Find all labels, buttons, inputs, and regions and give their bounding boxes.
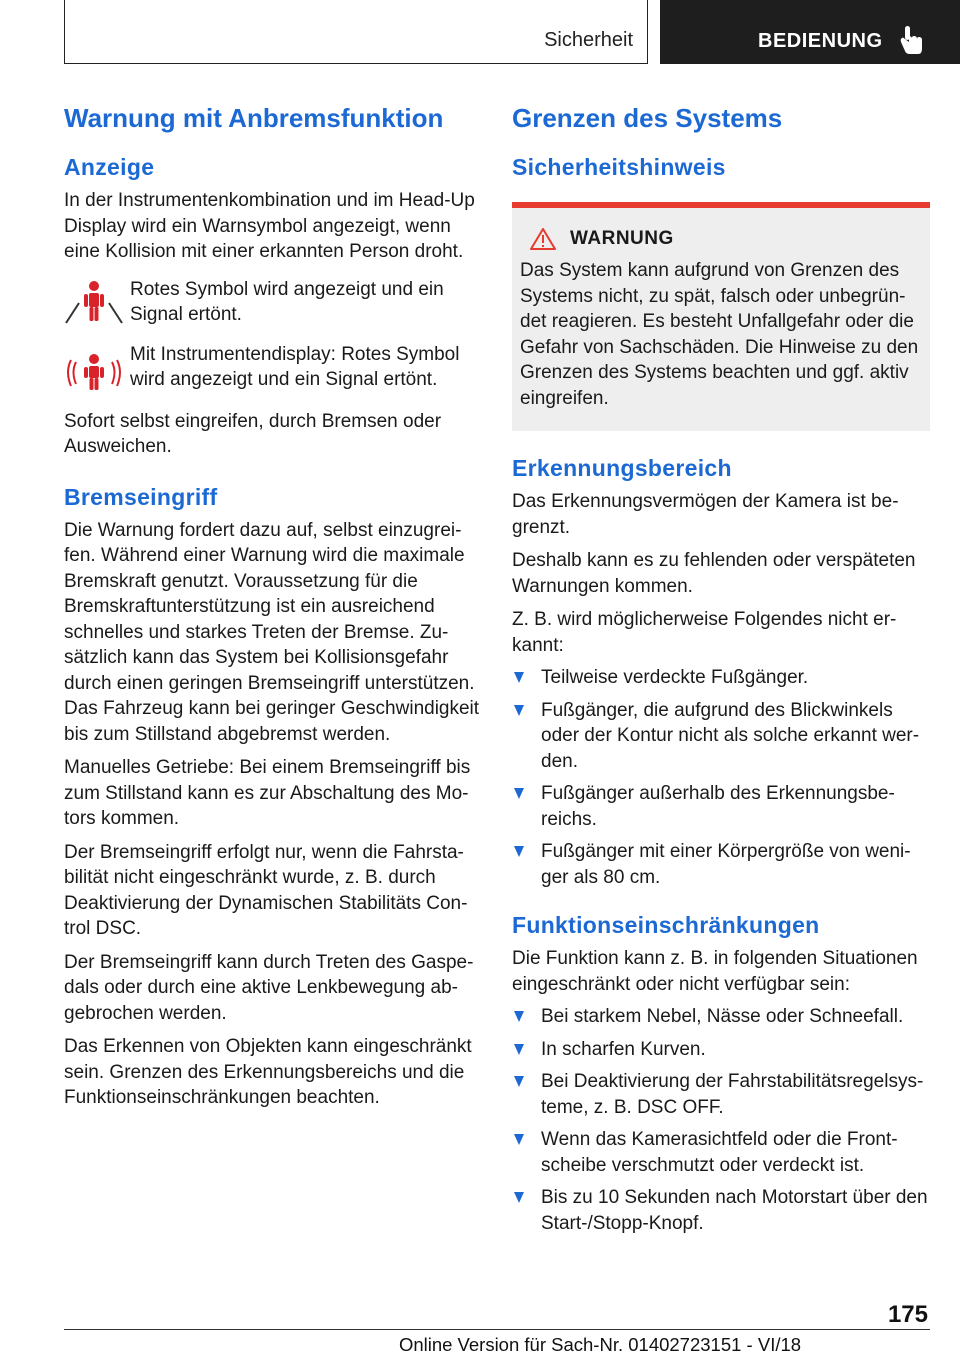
erkennung-paragraph-1: Das Erkennungsvermögen der Kamera ist be-grenzt. <box>512 491 899 538</box>
symbol-row-1 <box>64 277 482 328</box>
bremseingriff-paragraph-5: Das Erkennen von Objekten kann eingeschränkt sein. Grenzen des Erkennungsbereichs und die Funktionseinschränkungen beachten. <box>64 1036 472 1108</box>
list-item: Teilweise verdeckte Fußgänger. <box>512 665 930 691</box>
symbol-1-description: Rotes Symbol wird angezeigt und ein Signal ertönt. <box>130 278 444 325</box>
anzeige-outro: Sofort selbst eingreifen, durch Bremsen oder Ausweichen. <box>64 410 442 457</box>
bullet-triangle-icon <box>514 846 524 857</box>
footer-online-version: Online Version für Sach-Nr. 01402723151 - VI/18 <box>398 1334 802 1355</box>
bremseingriff-paragraph-4: Der Bremseingriff kann durch Treten des Gaspe-dals oder durch eine aktive Lenkbewegung ab-gebrochen werden. <box>64 951 474 1024</box>
symbol-row-2 <box>64 342 482 393</box>
footer-divider <box>64 1329 930 1330</box>
subheading-sicherheitshinweis: Sicherheitshinweis <box>512 154 726 180</box>
bullet-triangle-icon <box>514 705 524 716</box>
pedestrian-sound-icon <box>64 350 124 398</box>
symbol-2-description: Mit Instrumentendisplay: Rotes Symbol wird angezeigt und ein Signal ertönt. <box>130 343 460 390</box>
funktion-list <box>512 1004 930 1236</box>
bremseingriff-paragraph-3: Der Bremseingriff erfolgt nur, wenn die Fahrsta-bilität nicht eingeschränkt wurde, z. B. durch Deaktivierung der Dynamischen Stabilitäts Con-trol DSC. <box>64 841 468 939</box>
list-item: Fußgänger außerhalb des Erkennungsbe-reichs. <box>512 781 930 832</box>
warning-label: WARNUNG <box>570 228 674 249</box>
bullet-triangle-icon <box>514 1192 524 1203</box>
bremseingriff-paragraph-1: Die Warnung fordert dazu auf, selbst einzugrei-fen. Während einer Warnung wird die maximale Bremskraft genutzt. Voraussetzung für die Bremskraftunterstützung ist ein ausreichend schnelles und starkes Treten der Bremse. Zu-sätzlich kann das System bei Kollisionsgefahr durch einen geringen Bremseingriff unterstützen. Das Fahrzeug kann bei geringer Geschwindigkeit bis zum Stillstand abgebremst werden. <box>64 519 480 745</box>
bullet-triangle-icon <box>514 1011 524 1022</box>
header-chapter-tab <box>660 0 960 64</box>
list-item: Bei starkem Nebel, Nässe oder Schneefall. <box>512 1004 930 1030</box>
list-item: Wenn das Kamerasichtfeld oder die Front-scheibe verschmutzt oder verdeckt ist. <box>512 1127 930 1178</box>
bullet-triangle-icon <box>514 672 524 683</box>
anzeige-intro: In der Instrumentenkombination und im Head-Up Display wird ein Warnsymbol angezeigt, wenn eine Kollision mit einer erkannten Person droht. <box>64 190 475 262</box>
list-item: Bei Deaktivierung der Fahrstabilitätsregelsys-teme, z. B. DSC OFF. <box>512 1069 930 1120</box>
subheading-funktionseinschraenkungen: Funktionseinschränkungen <box>512 912 820 938</box>
chapter-title: BEDIENUNG <box>758 30 883 52</box>
bullet-triangle-icon <box>514 1076 524 1087</box>
bullet-triangle-icon <box>514 788 524 799</box>
section-title: Sicherheit <box>544 29 633 51</box>
bremseingriff-paragraph-2: Manuelles Getriebe: Bei einem Bremseingriff bis zum Stillstand kann es zur Abschaltung des Mo-tors kommen. <box>64 757 471 829</box>
subheading-anzeige: Anzeige <box>64 154 155 180</box>
subheading-erkennungsbereich: Erkennungsbereich <box>512 455 732 481</box>
list-item: Fußgänger mit einer Körpergröße von weni-ger als 80 cm. <box>512 839 930 890</box>
subheading-bremseingriff: Bremseingriff <box>64 483 218 510</box>
erkennung-paragraph-3: Z. B. wird möglicherweise Folgendes nicht er-kannt: <box>512 609 897 656</box>
section-heading-grenzen: Grenzen des Systems <box>512 103 783 133</box>
list-item: Fußgänger, die aufgrund des Blickwinkels oder der Kontur nicht als solche erkannt wer-den. <box>512 698 930 775</box>
hand-pointer-icon <box>898 26 924 54</box>
left-column <box>64 100 482 1111</box>
warning-triangle-icon <box>530 228 556 250</box>
funktion-intro: Die Funktion kann z. B. in folgenden Situationen eingeschränkt oder nicht verfügbar sein: <box>512 948 918 995</box>
page-number: 175 <box>887 1301 928 1328</box>
bullet-triangle-icon <box>514 1134 524 1145</box>
header-section-tab <box>64 0 648 64</box>
section-heading-warnung: Warnung mit Anbremsfunktion <box>64 103 444 133</box>
right-column <box>512 100 930 1236</box>
erkennung-list <box>512 665 930 890</box>
warning-box <box>512 202 930 431</box>
warning-text: Das System kann aufgrund von Grenzen des Systems nicht, zu spät, falsch oder unbegrün-det reagieren. Es besteht Unfallgefahr oder die Gefahr von Sachschäden. Die Hinweise zu den Grenzen des Systems beachten und ggf. aktiv eingreifen. <box>520 260 919 409</box>
bullet-triangle-icon <box>514 1044 524 1055</box>
list-item: Bis zu 10 Sekunden nach Motorstart über den Start-/Stopp-Knopf. <box>512 1185 930 1236</box>
list-item: In scharfen Kurven. <box>512 1037 930 1063</box>
erkennung-paragraph-2: Deshalb kann es zu fehlenden oder verspäteten Warnungen kommen. <box>512 550 916 597</box>
pedestrian-warning-icon <box>64 277 124 325</box>
